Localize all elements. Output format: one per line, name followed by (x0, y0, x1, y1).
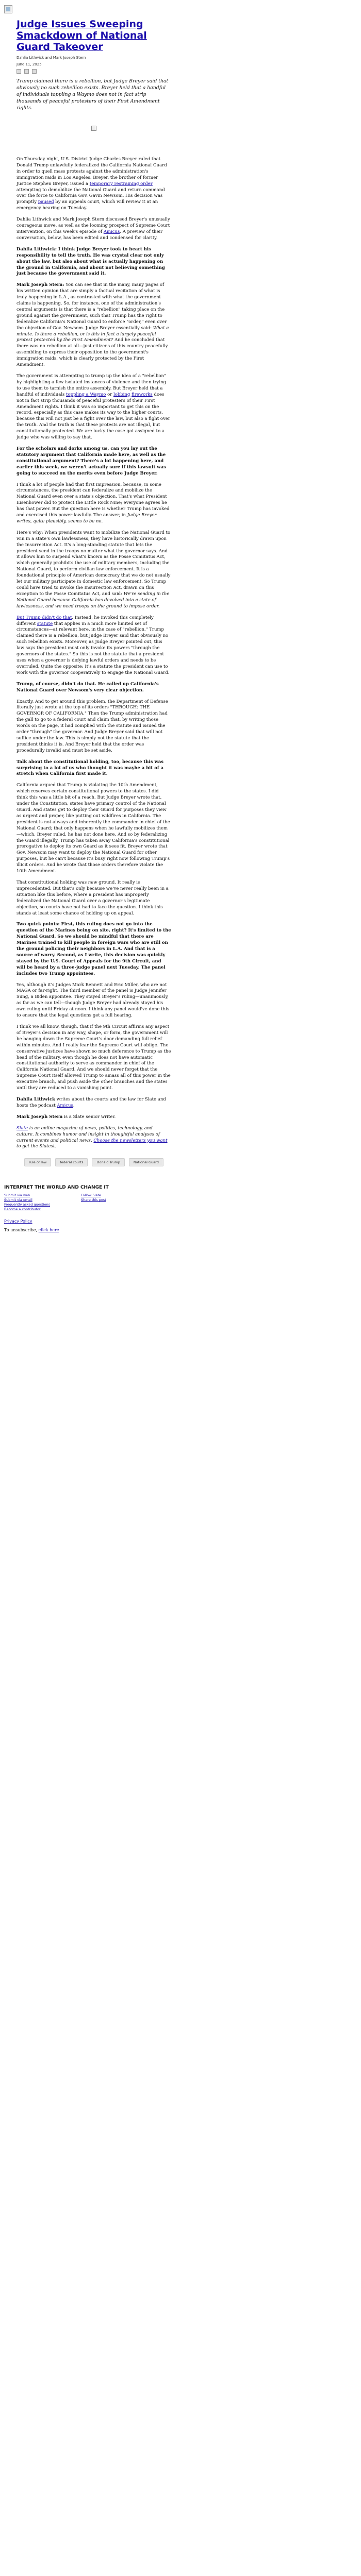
article-paragraph (17, 374, 171, 441)
article-paragraph (17, 982, 171, 1019)
inline-link[interactable]: statute (37, 621, 53, 626)
tag-button[interactable]: Donald Trump (92, 1158, 124, 1166)
article-paragraph (17, 1097, 171, 1109)
inline-link[interactable]: toppling a Waymo (66, 392, 106, 397)
inline-link[interactable]: fireworks (132, 392, 153, 397)
inline-link[interactable]: But Trump didn't do that (17, 615, 72, 620)
share-twitter-icon[interactable] (24, 69, 29, 74)
article-paragraph (17, 247, 171, 278)
article-paragraph (17, 1114, 171, 1121)
unsubscribe-row (0, 1228, 361, 1232)
inline-link[interactable]: temporary restraining order (89, 181, 153, 187)
footer-link[interactable]: Become a contributor (4, 1207, 41, 1212)
paragraph-text: Two quick points: First, this ruling does not go into the question of the Marines being on site, right? It's limited to the National Guard. So we should be mindful that there are Marines trained to kill people in foreign wars who are still on the ground policing their neighbors in L.A. And that is a source of worry. Second, as I write, this decision was quickly stayed by the U.S. Court of Appeals for the 9th Circuit, and will be heard by a three-judge panel next Tuesday. The panel includes two Trump appointees. (17, 922, 171, 976)
paragraph-text: by an appeals court, which will review it at an emergency hearing on Tuesday. (17, 199, 158, 211)
paragraph-text: California argued that Trump is violating the 10th Amendment, which reserves certain constitutional powers to the states. I did think this was a little bit of a reach. But Judge Breyer wrote that, under the Constitution, states have primary control of the National Guard. And states get to deploy their Guard for purposes they view as urgent and proper, like putting out wildfires in California. The president is not always and inherently the commander in chief of the National Guard; that only happens when he lawfully mobilizes them—which, Breyer ruled, he has not done here. And so by federalizing the Guard illegally, Trump has taken away California's constitutional prerogative to deploy its own Guard as it sees fit. Breyer wrote that Gov. Newsom may want to deploy the National Guard for other purposes, but he can't because it's busy right now following Trump's illicit orders. And he wrote that those orders therefore violate the 10th Amendment. (17, 783, 170, 874)
paragraph-text: that applies in a much more limited set of circumstances—at relevant here, in the case of "rebellion." Trump claimed there is a rebellion, but Judge Breyer said that obviously no such rebellion exists. Moreover, as Judge Breyer pointed out, this law says the president must only invoke its powers "through the governors of the states." So this is not the statute that a president uses when a governor is defying lawful orders and needs to be overruled. Quite the opposite: It's a statute the president can use to work with the governor cooperatively to engage the National Guard. (17, 621, 170, 675)
privacy-policy-link[interactable]: Privacy Policy (4, 1219, 32, 1224)
inline-link[interactable]: Choose the newsletters you want (93, 1138, 168, 1143)
footer-link[interactable]: Frequently asked questions (4, 1202, 50, 1207)
paragraph-text: does not in fact strip thousands of peaceful protesters of their First Amendment rights. I think it was so important to get this on the record, especially as this case makes its way to the higher courts, because this will not just be a fight over the law, but also a fight over the truth. And the truth is that these protests are not illegal, but constitutionally protected. We are lucky the case got assigned to a judge who was willing to say that. (17, 392, 170, 440)
paragraph-text: Judge Breyer writes, quite plausibly, seems to be no. (17, 513, 157, 524)
inline-link[interactable]: Amicus (103, 229, 120, 234)
article-paragraph (17, 482, 171, 525)
hero-image (17, 121, 171, 136)
paragraph-text: . (73, 1103, 75, 1108)
footer-link[interactable]: Submit via email (4, 1198, 32, 1202)
inline-link[interactable]: lobbing (113, 392, 130, 397)
article-paragraph (17, 282, 171, 368)
footer-link[interactable]: Submit via web (4, 1193, 30, 1198)
paragraph-text: We're sending in the National Guard because California has devolved into a state of lawlessness, and we need troops on the ground to impose order. (17, 591, 170, 609)
footer-title: INTERPRET THE WORLD AND CHANGE IT (4, 1185, 109, 1191)
article-paragraph (17, 1126, 171, 1150)
paragraph-text: You can see that in the many, many pages of his written opinion that are simply a factual recitation of what is truly happening in L.A., as contrasted with what the government claims is happening. So, for instance, one of the administration's central arguments is that there is a "rebellion" taking place on the ground against the government, such that Trump has the right to federalize California's National Guard to enforce "order," even over the objection of Gov. Newsom. Judge Breyer essentially said: (17, 282, 167, 331)
broken-image-icon (91, 126, 96, 131)
speaker-name: Mark Joseph Stern: (17, 282, 64, 288)
paragraph-text: What a minute. Is there a rebellion, or is this in fact a largely peaceful protest protected by the First Amendment? (17, 325, 169, 343)
paragraph-text: . Instead, he invoked this completely different (17, 615, 154, 626)
share-facebook-icon[interactable] (17, 69, 21, 74)
article-paragraph (17, 682, 171, 694)
paragraph-text: For the scholars and dorks among us, can you lay out the statutory argument that California made here, as well as the constitutional argument? There's a lot happening here, and earlier this week, we weren't actually sure if this lawsuit was going to succeed on the merits even before Judge Breyer. (17, 446, 166, 476)
unsubscribe-link[interactable]: click here (38, 1228, 59, 1233)
share-row (17, 69, 171, 74)
article-paragraph (17, 157, 171, 212)
tag-button[interactable]: National Guard (129, 1158, 163, 1166)
unsubscribe-text: To unsubscribe, (4, 1228, 39, 1233)
footer-column-submit (4, 1193, 50, 1212)
email-page (0, 0, 361, 1232)
inline-link[interactable]: Amicus (57, 1103, 73, 1108)
paragraph-text: Yes, although it's Judges Mark Bennett and Eric Miller, who are not MAGA or far-right. The third member of the panel is Judge Jennifer Sung, a Biden appointee. They stayed Breyer's ruling—unanimously, as far as we can tell—though Judge Breyer had already stayed his own ruling until Friday at noon. I think any panel would've done this to ensure that the legal questions get a full hearing. (17, 982, 170, 1019)
footer (0, 1185, 361, 1212)
article-paragraph (17, 699, 171, 754)
paragraph-text: I think we all know, though, that if the 9th Circuit affirms any aspect of Breyer's decision in any way, shape, or form, the government will be banging down the Supreme Court's door demanding full relief within minutes. And I really fear the Supreme Court will oblige. The conservative justices have shown so much deference to Trump as the head of the military, even though he does not have automatic constitutional authority to serve as commander in chief of the California National Guard. And we should never forget that the Supreme Court itself allowed Trump to amass all of this power in the executive branch, and push aside the other branches and the states until they are reduced to a vanishing point. (17, 1024, 171, 1091)
paragraph-text: And he concluded that there was no rebellion at all—just citizens of this country peacefully assembling to express their opposition to the government's immigration raids, which is clearly protected by the First Amendment. (17, 337, 168, 368)
paragraph-text: Dahlia Lithwick: I think Judge Breyer took to heart his responsibility to tell the truth. He was crystal clear not only about the law, but also about what is actually happening on the ground in California, and about not believing something just because the government said it. (17, 246, 165, 277)
paragraph-text: ground. It really is unprecedented. But that's only because we've never really been in a situation like this before, where a president has improperly federalized the National Guard over a governor's legitimate objection, so courts have not had to face the question. I think this stands at least some chance of holding up on appeal. (17, 879, 169, 916)
paragraph-text: I think a lot of people had that first impression, because, in some circumstances, the president can federalize and mobilize the National Guard even over a state's objection. That's what President Eisenhower did to protect the Little Rock Nine; everyone agrees he has that power. But the question here is whether Trump has invoked and exercised this power lawfully. The answer, in (17, 482, 170, 518)
footer-link[interactable]: Follow Slate (81, 1193, 101, 1198)
paragraph-text: . A preview of their conversation, below, has been edited and condensed for clarity. (17, 229, 163, 241)
tag-button[interactable]: rule of law (24, 1158, 51, 1166)
article-paragraph (17, 446, 171, 477)
privacy-row (0, 1219, 361, 1224)
paragraph-text: to get the Slatest. (17, 1144, 56, 1149)
footer-link[interactable]: Share this post (81, 1198, 106, 1202)
article-title[interactable]: Judge Issues Sweeping Smackdown of National Guard Takeover (17, 19, 147, 53)
article-paragraph (17, 880, 171, 917)
newsletter-logo-icon[interactable] (4, 5, 12, 13)
paragraph-text: That constitutional holding was (17, 879, 88, 885)
paragraph-text: Here's why: When presidents want to mobilize the National Guard to win in a state's own lawlessness, they have historically drawn upon the Insurrection Act. It's a long-standing statute that lets the president send in the troops no matter what the governor says. And it allows him to suspend what's known as the Posse Comitatus Act, which generally prohibits the use of military members, including the National Guard, to perform civilian law enforcement. It is a foundational principle of American democracy that we do not usually let our military participate in domestic law enforcement. So Trump could have tried to invoke the Insurrection Act, drawn on this exception to the Posse Comitatus Act, and said: (17, 530, 171, 597)
paragraph-text: is an online magazine of news, politics, technology, and culture. It combines humor and insight in thoughtful analyses of current events and political news. (17, 1125, 160, 1143)
paragraph-text: On Thursday night, U.S. District Judge Charles Breyer ruled that Donald Trump unlawfully federalized the California National Guard in order to quell mass protests against the administration's immigration raids in Los Angeles. Breyer, the brother of former Justice Stephen Breyer, issued a (17, 157, 167, 187)
paragraph-text: is a Slate senior writer. (62, 1114, 116, 1120)
article-paragraph (17, 217, 171, 242)
article-paragraph (17, 530, 171, 610)
article-paragraph (17, 759, 171, 778)
inline-link[interactable]: paused (38, 199, 54, 205)
article-paragraph (17, 783, 171, 875)
share-email-icon[interactable] (32, 69, 37, 74)
paragraph-text: new (88, 879, 97, 885)
byline-date: June 11, 2025 (17, 62, 42, 66)
header (0, 0, 361, 13)
paragraph-text: Dahlia Lithwick and Mark Joseph Stern discussed Breyer's unusually courageous move, as well as the looming prospect of Supreme Court intervention, on this week's episode of (17, 217, 170, 234)
article-body (17, 157, 171, 1150)
footer-columns (4, 1193, 357, 1212)
article-dek: Trump claimed there is a rebellion, but Judge Breyer said that obviously no such rebellion exists. Breyer held that a handful of individuals toppling a Waymo does not in fact strip thousands of peaceful protesters of their First Amendment rights. (17, 78, 169, 111)
footer-column-follow (81, 1193, 106, 1212)
article-paragraph (17, 922, 171, 977)
paragraph-text: Talk about the constitutional holding, too, because this was surprising to a lot of us who thought it was maybe a bit of a stretch when California first made it. (17, 759, 164, 777)
paragraph-text: attempting to demobilize the National Guard and return command over the force to California Gov. Gavin Newsom. His decision was promptly (17, 187, 165, 205)
speaker-name: Mark Joseph Stern (17, 1114, 63, 1120)
paragraph-text: writes about the courts and the law for Slate and hosts the podcast (17, 1096, 166, 1108)
tag-list (17, 1158, 171, 1166)
article (17, 19, 171, 1166)
paragraph-text: Exactly. And to get around this problem, the Department of Defense literally just wrote at the top of its orders "THROUGH: THE GOVERNOR OF CALIFORNIA." Then the Trump administration had the gall to go to a federal court and claim that, by writing those words on the page, it had complied with the statute and issued the order "through" the governor. And Judge Breyer said that will not suffice under the law. This is simply not the statute that the president thinks it is. And Breyer held that the order was procedurally invalid and must be set aside. (17, 699, 168, 753)
tag-button[interactable]: federal courts (55, 1158, 88, 1166)
article-paragraph (17, 615, 171, 676)
paragraph-text: or (106, 392, 113, 397)
byline-author: Dahlia Lithwick and Mark Joseph Stern (17, 56, 86, 60)
speaker-name: Dahlia Lithwick (17, 1096, 55, 1102)
inline-link[interactable]: Slate (17, 1125, 28, 1131)
article-paragraph (17, 1024, 171, 1092)
paragraph-text: The government is attempting to trump up the idea of a "rebellion" by highlighting a few isolated instances of violence and then trying to use them to tarnish the entire assembly. But Breyer held that a handful of individuals (17, 374, 167, 397)
paragraph-text: Trump, of course, didn't do that. He called up California's National Guard over Newsom's very clear objection. (17, 681, 159, 693)
